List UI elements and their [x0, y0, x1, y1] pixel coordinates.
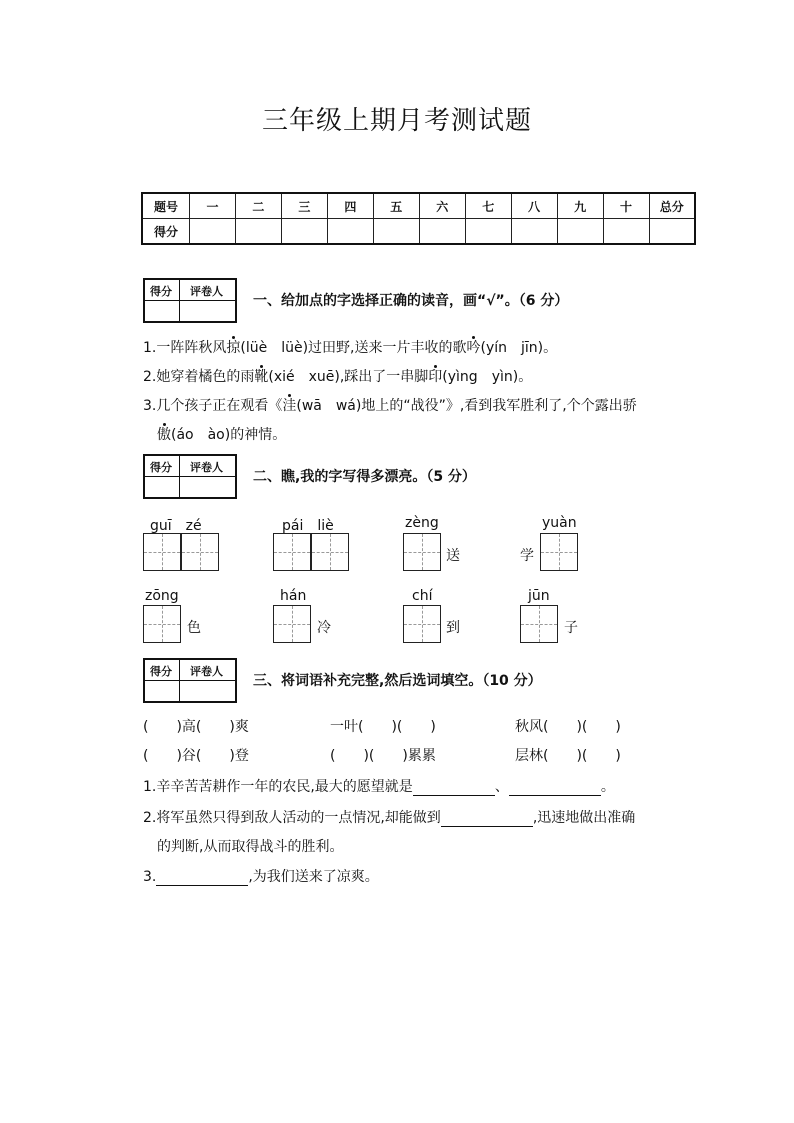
fill-blank[interactable] — [156, 871, 248, 886]
grader-score-label: 得分 — [150, 461, 172, 474]
writing-box[interactable] — [273, 533, 311, 571]
score-table — [141, 192, 696, 245]
pinyin-han: hán — [280, 588, 307, 604]
score-cell[interactable] — [603, 219, 649, 245]
score-cell[interactable] — [190, 219, 236, 245]
q3-dotted-char-2: 傲 — [157, 427, 171, 443]
word-row-2-item-1: ( )谷( )登 — [143, 748, 249, 764]
writing-box[interactable] — [311, 533, 349, 571]
col-2: 二 — [235, 193, 281, 219]
pinyin-chi: chí — [412, 588, 433, 604]
section3-question-1 — [143, 776, 615, 796]
q1-dotted-char-2: 吟 — [466, 340, 481, 356]
q2-text-mid: (xié xuē),踩出了一串脚 — [268, 369, 429, 385]
s3q3-end: ,为我们送来了凉爽。 — [248, 869, 379, 885]
grader-name-label: 评卷人 — [190, 285, 223, 298]
col-8: 八 — [511, 193, 557, 219]
section1-question-3 — [143, 395, 637, 415]
row-head-score: 得分 — [142, 219, 190, 245]
fill-blank[interactable] — [509, 781, 601, 796]
col-4: 四 — [327, 193, 373, 219]
word-row-2-item-2: ( )( )累累 — [330, 748, 436, 764]
col-9: 九 — [557, 193, 603, 219]
section1-question-1 — [143, 337, 557, 357]
pinyin-pailie: pái liè — [282, 518, 334, 534]
section2-title: 二、瞧,我的字写得多漂亮。（5 分） — [253, 469, 476, 485]
fill-blank[interactable] — [441, 812, 533, 827]
q2-text: 2.她穿着橘色的雨 — [143, 369, 255, 385]
col-5: 五 — [373, 193, 419, 219]
q3-text-cont: (áo ào)的神情。 — [171, 427, 287, 443]
col-6: 六 — [419, 193, 465, 219]
grader-name-label: 评卷人 — [190, 665, 223, 678]
given-char-song: 送 — [446, 548, 460, 564]
score-cell[interactable] — [649, 219, 695, 245]
given-char-dao: 到 — [446, 620, 460, 636]
s3q1-text: 1.辛辛苦苦耕作一年的农民,最大的愿望就是 — [143, 779, 413, 795]
q2-dotted-char: 靴 — [254, 369, 269, 385]
s3q2-text: 2.将军虽然只得到敌人活动的一点情况,却能做到 — [143, 810, 441, 826]
writing-box[interactable] — [143, 605, 181, 643]
row-head-question-number: 题号 — [142, 193, 190, 219]
score-cell[interactable] — [465, 219, 511, 245]
score-table-score-row — [142, 219, 695, 245]
score-cell[interactable] — [557, 219, 603, 245]
s3q2-end: ,迅速地做出准确 — [532, 810, 636, 826]
col-total: 总分 — [649, 193, 695, 219]
pinyin-yuan: yuàn — [542, 515, 577, 531]
word-row-1-item-2: 一叶( )( ) — [330, 719, 436, 735]
word-row-1-item-3: 秋风( )( ) — [515, 719, 621, 735]
col-7: 七 — [465, 193, 511, 219]
section3-question-3 — [143, 866, 379, 886]
given-char-xue: 学 — [520, 548, 534, 564]
pinyin-zeng: zèng — [405, 515, 439, 531]
pinyin-guize: guī zé — [150, 518, 202, 534]
page-title: 三年级上期月考测试题 — [261, 106, 532, 136]
col-1: 一 — [190, 193, 236, 219]
section1-question-3-cont — [157, 424, 286, 444]
q1-text-mid: (lüè lüè)过田野,送来一片丰收的歌 — [240, 340, 467, 356]
grader-name-label: 评卷人 — [190, 461, 223, 474]
word-row-2-item-3: 层林( )( ) — [515, 748, 621, 764]
grader-box-section2 — [143, 454, 237, 499]
section1-title: 一、给加点的字选择正确的读音，画“√”。（6 分） — [253, 293, 569, 309]
writing-box[interactable] — [143, 533, 181, 571]
grader-box-section3 — [143, 658, 237, 703]
section3-title: 三、将词语补充完整,然后选词填空。（10 分） — [253, 673, 542, 689]
score-cell[interactable] — [419, 219, 465, 245]
q1-dotted-char: 掠 — [226, 340, 241, 356]
section1-question-2 — [143, 366, 532, 386]
grader-score-label: 得分 — [150, 285, 172, 298]
writing-box[interactable] — [540, 533, 578, 571]
writing-box[interactable] — [403, 605, 441, 643]
given-char-zi: 子 — [564, 620, 578, 636]
writing-box[interactable] — [520, 605, 558, 643]
word-row-1-item-1: ( )高( )爽 — [143, 719, 249, 735]
q1-text: 1.一阵阵秋风 — [143, 340, 227, 356]
score-cell[interactable] — [327, 219, 373, 245]
col-3: 三 — [281, 193, 327, 219]
score-cell[interactable] — [281, 219, 327, 245]
pinyin-jun: jūn — [528, 588, 550, 604]
s3q3-text: 3. — [143, 869, 157, 885]
q2-dotted-char-2: 印 — [428, 369, 443, 385]
q3-dotted-char: 洼 — [282, 398, 297, 414]
q3-text-end: (wā wá)地上的“战役”》,看到我军胜利了,个个露出骄 — [296, 398, 637, 414]
grader-box-section1 — [143, 278, 237, 323]
score-cell[interactable] — [511, 219, 557, 245]
q1-text-end: (yín jīn)。 — [480, 340, 558, 356]
writing-box[interactable] — [273, 605, 311, 643]
q3-text: 3.几个孩子正在观看《 — [143, 398, 283, 414]
q2-text-end: (yìng yìn)。 — [442, 369, 533, 385]
score-cell[interactable] — [235, 219, 281, 245]
given-char-se: 色 — [187, 620, 201, 636]
fill-blank[interactable] — [413, 781, 495, 796]
section3-question-2 — [143, 807, 635, 827]
writing-box[interactable] — [181, 533, 219, 571]
s3q1-sep: 、 — [494, 779, 509, 795]
given-char-leng: 冷 — [317, 620, 331, 636]
score-table-header-row — [142, 193, 695, 219]
grader-score-label: 得分 — [150, 665, 172, 678]
section3-question-2-cont: 的判断,从而取得战斗的胜利。 — [157, 839, 344, 855]
score-cell[interactable] — [373, 219, 419, 245]
col-10: 十 — [603, 193, 649, 219]
s3q1-end: 。 — [600, 779, 615, 795]
pinyin-zong: zōng — [145, 588, 179, 604]
writing-box[interactable] — [403, 533, 441, 571]
